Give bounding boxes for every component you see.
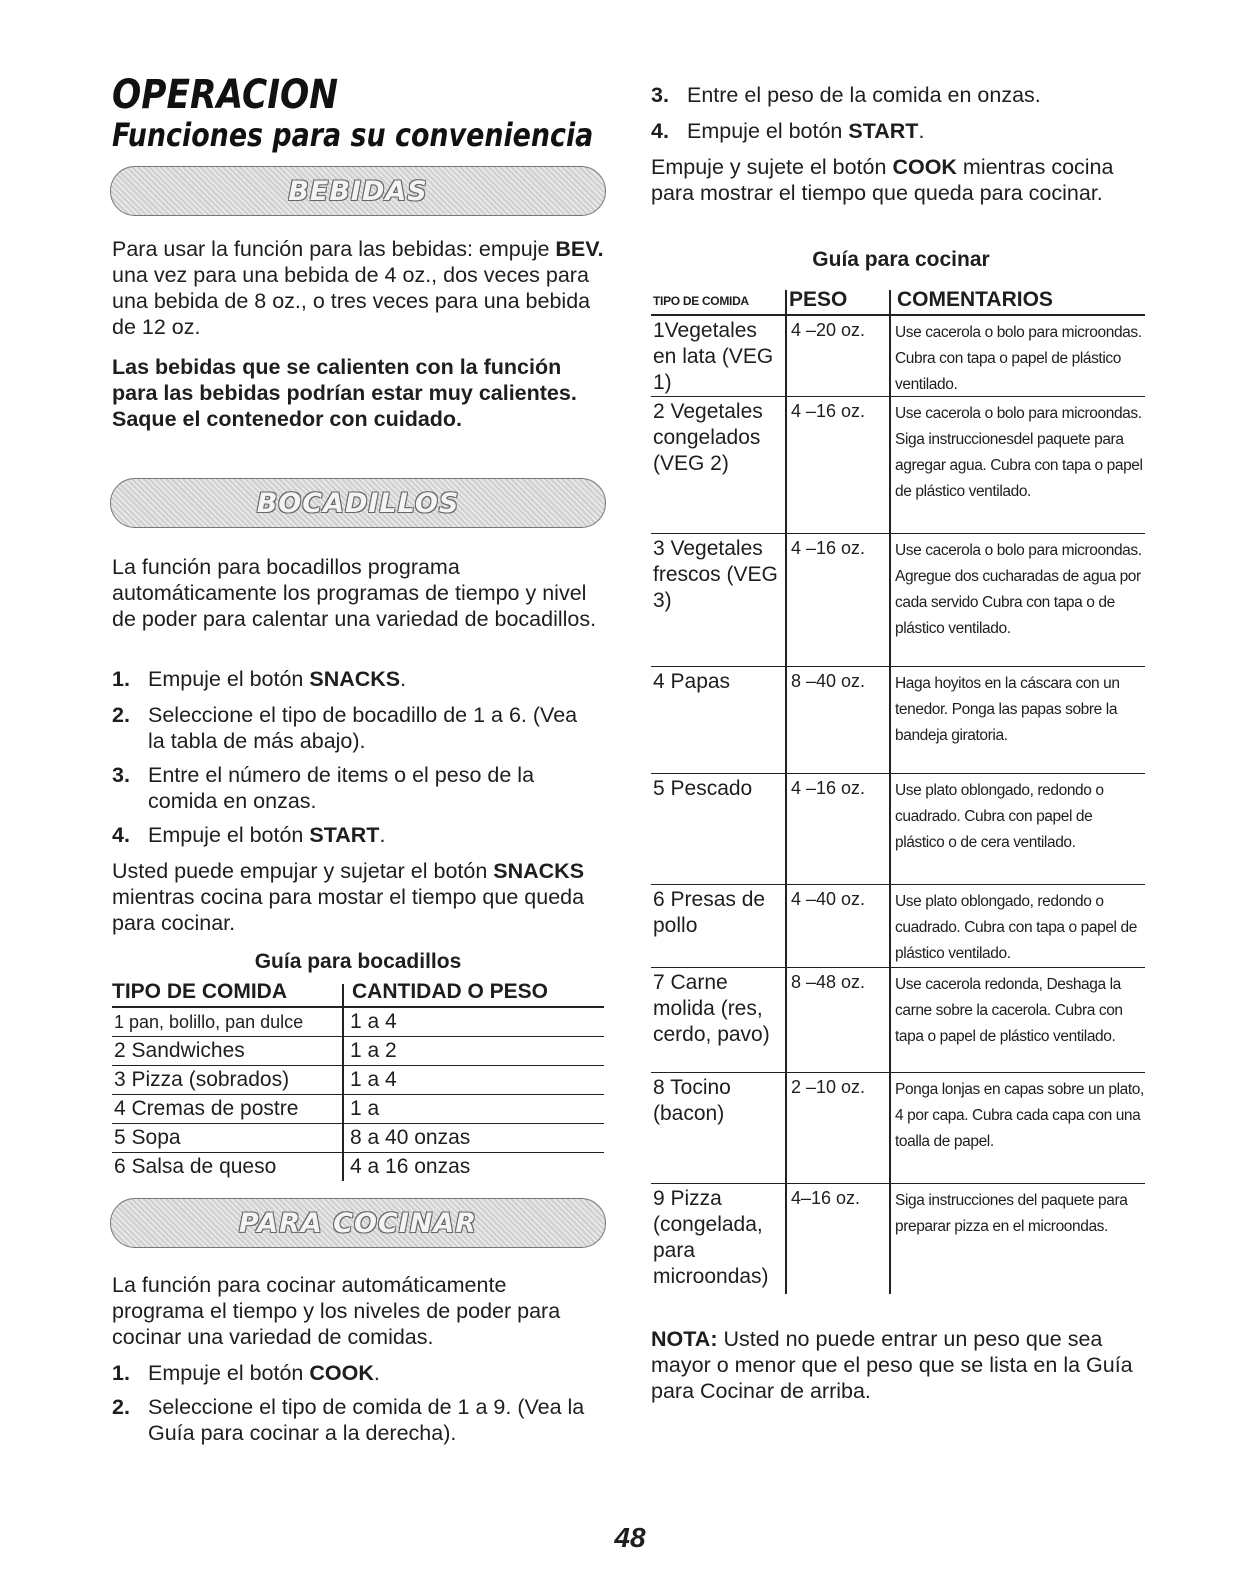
table-row [112,1037,604,1066]
step-text: Empuje el botón [148,1361,310,1385]
hold-note-text-2: mientras cocina para mostar el tiempo que queda para cocinar. [112,885,585,935]
cook-button-label: COOK [892,155,957,179]
column-divider [342,984,344,1006]
snacks-button-label: SNACKS [493,859,585,883]
cell-weight: 4–16 oz. [791,1188,861,1208]
step-number: 1. [112,667,130,691]
column-divider [785,534,787,666]
step-text-end: . [918,119,925,143]
page-title: OPERACION [112,72,339,118]
hold-note-text: Empuje y sujete el botón [651,155,893,179]
cell-quantity: 8 a 40 onzas [350,1126,471,1149]
snacks-guide-title: Guía para bocadillos [254,950,462,973]
column-divider [785,885,787,967]
column-divider [889,534,891,666]
step-button-name: START [309,823,380,847]
bocadillos-step-1 [112,666,592,692]
column-divider [889,667,891,773]
cell-quantity: 1 a [350,1097,380,1120]
nota-paragraph [651,1326,1143,1404]
snacks-table-header [112,978,604,1008]
cell-weight: 4 –16 oz. [791,538,866,558]
cell-quantity: 1 a 4 [350,1010,397,1033]
column-divider [889,397,891,533]
column-divider [342,1008,344,1036]
column-divider [785,397,787,533]
column-divider [889,774,891,884]
para-cocinar-banner [110,1198,606,1248]
step-button-name: SNACKS [309,667,401,691]
bocadillos-step-2 [112,702,592,754]
column-divider [785,774,787,884]
column-divider [889,1184,891,1294]
step-number: 3. [112,763,130,787]
cell-food: 2 Sandwiches [114,1039,245,1062]
step-number: 2. [112,1395,130,1419]
header-food-type: TIPO DE COMIDA [653,294,749,308]
bebidas-warning: Las bebidas que se calienten con la función para las bebidas podrían estar muy calientes. Saque el contenedor con cuidado. [112,355,577,431]
cook-guide-title: Guía para cocinar [812,248,990,271]
table-row [112,1008,604,1037]
cell-quantity: 1 a 2 [350,1039,397,1062]
step-button-name: COOK [309,1361,374,1385]
bebidas-banner-label: BEBIDAS [288,175,428,207]
bocadillos-hold-note [112,858,604,936]
table-row [651,316,1145,397]
para-cocinar-banner-label: PARA COCINAR [238,1207,478,1239]
column-divider [785,1073,787,1183]
step-text-end: . [400,667,407,691]
page-number: 48 [614,1522,646,1553]
cocinar-hold-note [651,154,1143,206]
column-divider [342,1037,344,1065]
cocinar-step-4 [651,118,1141,144]
table-row [651,1184,1145,1294]
cell-food: 1Vegetales en lata (VEG 1) [653,319,774,394]
cocinar-step-2 [112,1394,592,1446]
cook-table [651,288,1145,1294]
step-text-end: . [379,823,386,847]
nota-text: Usted no puede entrar un peso que sea mayor o menor que el peso que se lista en la Guía para Cocinar de arriba. [651,1327,1133,1403]
page-subtitle: Funciones para su conveniencia [112,116,594,154]
column-divider [342,1095,344,1123]
cell-food: 8 Tocino (bacon) [653,1076,731,1125]
table-row [112,1124,604,1153]
column-divider [785,968,787,1072]
step-number: 1. [112,1361,130,1385]
cell-comment: Use cacerola o bolo para microondas. Agregue dos cucharadas de agua por cada servido Cubra con tapa o de plástico ventilado. [895,542,1142,637]
hold-note-text-2: mientras cocina para mostrar el tiempo que queda para cocinar. [651,155,1114,205]
column-divider [889,290,891,314]
bebidas-intro-text-2: una vez para una bebida de 4 oz., dos veces para una bebida de 8 oz., o tres veces para una bebida de 12 oz. [112,263,591,339]
column-divider [342,1124,344,1152]
bocadillos-step-3 [112,762,592,814]
cell-food: 1 pan, bolillo, pan dulce [114,1012,304,1032]
table-row [112,1153,604,1181]
cell-weight: 2 –10 oz. [791,1077,866,1097]
cell-weight: 8 –48 oz. [791,972,866,992]
bebidas-banner [110,166,606,216]
step-text: Entre el número de items o el peso de la comida en onzas. [148,763,535,813]
table-row [651,968,1145,1073]
cell-comment: Use cacerola o bolo para microondas. Cubra con tapa o papel de plástico ventilado. [895,324,1142,393]
cell-food: 5 Sopa [114,1126,181,1149]
step-button-name: START [848,119,919,143]
cell-weight: 4 –16 oz. [791,778,866,798]
step-text: Empuje el botón [148,823,310,847]
cell-quantity: 4 a 16 onzas [350,1155,471,1178]
column-divider [785,316,787,396]
table-row [651,1073,1145,1184]
step-text: Seleccione el tipo de bocadillo de 1 a 6. (Vea la tabla de más abajo). [148,703,578,753]
header-food-type: TIPO DE COMIDA [112,980,288,1003]
bocadillos-banner [110,478,606,528]
bebidas-intro-text: Para usar la función para las bebidas: empuje [112,237,556,261]
cell-food: 6 Salsa de queso [114,1155,277,1178]
cell-comment: Use plato oblongado, redondo o cuadrado. Cubra con tapa o papel de plástico ventilado. [895,893,1137,962]
step-text: Entre el peso de la comida en onzas. [687,83,1041,107]
column-divider [785,667,787,773]
column-divider [785,290,787,314]
cell-comment: Use cacerola o bolo para microondas. Siga instruccionesdel paquete para agregar agua. Cubra con tapa o papel de plástico ventilado. [895,405,1143,500]
column-divider [889,968,891,1072]
step-text-end: . [373,1361,380,1385]
cell-comment: Siga instrucciones del paquete para preparar pizza en el microondas. [895,1192,1128,1235]
bev-button-label: BEV. [555,237,604,261]
table-row [651,397,1145,534]
cell-comment: Ponga lonjas en capas sobre un plato, 4 por capa. Cubra cada capa con una toalla de papel. [895,1081,1144,1150]
column-divider [889,316,891,396]
step-number: 4. [112,823,130,847]
column-divider [785,1184,787,1294]
hold-note-text: Usted puede empujar y sujetar el botón [112,859,494,883]
column-divider [342,1066,344,1094]
bebidas-intro [112,236,604,340]
step-number: 2. [112,703,130,727]
header-comments: COMENTARIOS [897,288,1053,311]
cell-weight: 8 –40 oz. [791,671,866,691]
cocinar-step-3 [651,82,1141,108]
step-text: Empuje el botón [687,119,849,143]
cell-food: 2 Vegetales congelados (VEG 2) [653,400,763,475]
cell-food: 7 Carne molida (res, cerdo, pavo) [653,971,770,1046]
bocadillos-banner-label: BOCADILLOS [256,487,460,519]
table-row [112,1095,604,1124]
cell-quantity: 1 a 4 [350,1068,397,1091]
bocadillos-intro: La función para bocadillos programa automáticamente los programas de tiempo y nivel de poder para calentar una variedad de bocadillos. [112,555,597,631]
step-text: Seleccione el tipo de comida de 1 a 9. (Vea la Guía para cocinar a la derecha). [148,1395,585,1445]
cell-weight: 4 –20 oz. [791,320,866,340]
column-divider [342,1153,344,1181]
cell-food: 3 Vegetales frescos (VEG 3) [653,537,778,612]
table-row [651,885,1145,968]
bocadillos-step-4 [112,822,592,848]
table-row [651,534,1145,667]
table-row [651,667,1145,774]
cell-food: 9 Pizza (congelada, para microondas) [653,1187,769,1288]
cell-comment: Haga hoyitos en la cáscara con un tenedor. Ponga las papas sobre la bandeja giratoria. [895,675,1120,744]
cell-food: 4 Cremas de postre [114,1097,299,1120]
step-text: Empuje el botón [148,667,310,691]
step-number: 3. [651,83,669,107]
cell-food: 4 Papas [653,670,731,693]
column-divider [889,1073,891,1183]
cell-comment: Use cacerola redonda, Deshaga la carne sobre la cacerola. Cubra con tapa o papel de plástico ventilado. [895,976,1123,1045]
para-cocinar-intro: La función para cocinar automáticamente programa el tiempo y los niveles de poder para cocinar una variedad de comidas. [112,1273,561,1349]
header-quantity: CANTIDAD O PESO [352,980,549,1003]
table-row [112,1066,604,1095]
step-number: 4. [651,119,669,143]
cook-table-header [651,288,1145,316]
cell-food: 5 Pescado [653,777,753,800]
cell-food: 3 Pizza (sobrados) [114,1068,290,1091]
table-row [651,774,1145,885]
snacks-table [112,978,604,1181]
cocinar-step-1 [112,1360,592,1386]
nota-label: NOTA: [651,1327,718,1351]
cell-weight: 4 –40 oz. [791,889,866,909]
header-weight: PESO [789,288,848,311]
cell-weight: 4 –16 oz. [791,401,866,421]
column-divider [889,885,891,967]
cell-comment: Use plato oblongado, redondo o cuadrado. Cubra con papel de plástico o de cera ventilado. [895,782,1104,851]
cell-food: 6 Presas de pollo [653,888,766,937]
